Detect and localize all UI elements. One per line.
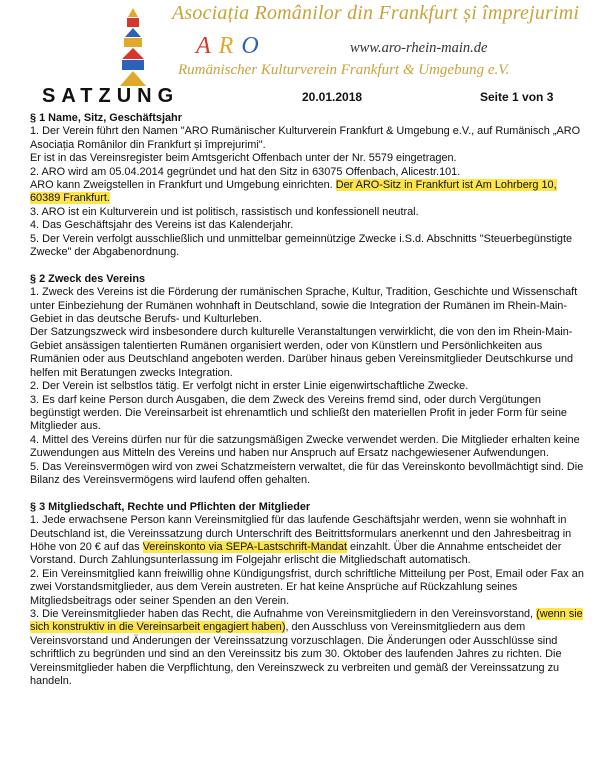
paragraph: 1. Zweck des Vereins ist die Förderung der rumänischen Sprache, Kultur, Tradition, Geschichte und Wissenschaft unter Einbeziehung der Rumänen wohnhaft in Deutschland, sowie die Integration der Rumänen im Rhein-Main-Gebiet in das deutsche Berufs- und Kulturleben.: [30, 286, 578, 326]
paragraph: Er ist in das Vereinsregister beim Amtsgericht Offenbach unter der Nr. 5579 eingetragen.: [30, 152, 457, 165]
paragraph: 1. Der Verein führt den Namen "ARO Rumänischer Kulturverein Frankfurt & Umgebung e.V., auf Rumänisch „ARO Asociația Românilor din Frankfurt și împrejurimi".: [30, 125, 581, 151]
paragraph: 1. Jede erwachsene Person kann Vereinsmitglied für das laufende Geschäftsjahr werden, wenn sie wohnhaft in Deutschland ist, die Vereinssatzung durch Unterschrift des Beitrittsformulars anerkennt und den Jahresbeitrag in Höhe von 20 € auf das Vereinskonto via SEPA-Lastschrift-Mandat einzahlt. Über die Annahme entscheidet der Vorstand. Durch Zahlungsunterlassung im Folgejahr erlischt die Mitgliedschaft automatisch.: [30, 514, 572, 567]
section-3: [30, 501, 586, 689]
section-heading: § 3 Mitgliedschaft, Rechte und Pflichten der Mitglieder: [30, 500, 311, 513]
section-heading: § 1 Name, Sitz, Geschäftsjahr: [30, 112, 182, 124]
highlighted-text: Vereinskonto via SEPA-Lastschrift-Mandat: [142, 540, 348, 553]
organization-subtitle: Rumänischer Kulturverein Frankfurt & Umgebung e.V.: [178, 62, 510, 78]
paragraph: 5. Das Vereinsvermögen wird von zwei Schatzmeistern verwaltet, die für das Vereinskonto bevollmächtigt sind. Die Bilanz des Vereinsvermögens wird laufend offen gehalten.: [30, 460, 584, 486]
page-indicator: Seite 1 von 3: [480, 90, 554, 104]
paragraph: 2. ARO wird am 05.04.2014 gegründet und hat den Sitz in 63075 Offenbach, Alicestr.101.: [30, 165, 461, 178]
organization-name: Asociația Românilor din Frankfurt și împrejurimi: [172, 2, 580, 24]
website-url: www.aro-rhein-main.de: [350, 40, 488, 56]
document-title: SATZUNG: [42, 85, 180, 107]
highlighted-text: Der ARO-Sitz in Frankfurt ist Am Lohrberg 10, 60389 Frankfurt.: [30, 179, 557, 205]
paragraph: 3. ARO ist ein Kulturverein und ist politisch, rassistisch und konfessionell neutral.: [30, 205, 419, 218]
paragraph: 2. Ein Vereinsmitglied kann freiwillig ohne Kündigungsfrist, durch schriftliche Mitteilung per Post, Email oder Fax an zwei Vorstandsmitglieder, aus dem Verein austreten. Er hat keine Ansprüche auf Rückzahlung seines Mitgliedsbeitrags oder seiner Spenden an den Verein.: [30, 567, 584, 607]
paragraph: 2. Der Verein ist selbstlos tätig. Er verfolgt nicht in erster Linie eigenwirtschaftliche Zwecke.: [30, 380, 469, 393]
paragraph: 5. Der Verein verfolgt ausschließlich und unmittelbar gemeinnützige Zwecke i.S.d. Abschnitts "Steuerbegünstigte Zwecke" der Abgabenordnung.: [30, 232, 573, 259]
aro-wordmark: ARO: [196, 33, 267, 59]
document-date: 20.01.2018: [302, 90, 363, 104]
section-heading: § 2 Zweck des Vereins: [30, 272, 146, 285]
aro-logo-icon: [118, 8, 148, 88]
paragraph: 3. Die Vereinsmitglieder haben das Recht, die Aufnahme von Vereinsmitgliedern in den Vereinsvorstand, (wenn sie sich konstruktiv in die Vereinsarbeit engagiert haben), den Ausschluss von Vereinsmitgliedern aus dem Vereinsvorstand und Änderungen der Vereinssatzung vorzuschlagen. Die Änderungen oder Ausschlüsse sind schriftlich zu begründen und sind an den Vereinssitz bis zum 30. Oktober des laufenden Jahres zu richten. Die Vereinsmitglieder haben die Verpflichtung, den Vereinszweck zu verbreiten und gemäß der Vereinssatzung zu handeln.: [30, 608, 583, 688]
highlighted-text: (wenn sie sich konstruktiv in die Vereinsarbeit engagiert haben): [30, 608, 583, 634]
paragraph: 4. Das Geschäftsjahr des Vereins ist das Kalenderjahr.: [30, 219, 294, 232]
paragraph: ARO kann Zweigstellen in Frankfurt und Umgebung einrichten. Der ARO-Sitz in Frankfurt ist Am Lohrberg 10, 60389 Frankfurt.: [30, 179, 557, 205]
section-2: [30, 273, 586, 488]
document-body: [30, 112, 586, 688]
section-1: [30, 112, 586, 259]
paragraph: Der Satzungszweck wird insbesondere durch kulturelle Veranstaltungen verwirklicht, die von den im Rhein-Main-Gebiet ansässigen talentierten Rumänen organisiert werden, oder von Künstlern und Persönlichkeiten aus Rumänien oder aus Deutschland angeboten werden. Darüber hinaus geben Vereinsmitglieder Deutschkurse und helfen mit Beratungen zwecks Integration.: [30, 326, 574, 379]
paragraph: 4. Mittel des Vereins dürfen nur für die satzungsmäßigen Zwecke verwendet werden. Die Mitglieder erhalten keine Zuwendungen aus Mitteln des Vereins und haben nur Anspruch auf Ersatz nachgewiesener Aufwendungen.: [30, 433, 580, 460]
document-header: [42, 85, 582, 109]
paragraph: 3. Es darf keine Person durch Ausgaben, die dem Zweck des Vereins fremd sind, oder durch Vergütungen begünstigt werden. Die Vereinsarbeit ist ehrenamtlich und schließt den materiellen Profit in jeder Form für seine Mitglieder aus.: [30, 393, 567, 433]
